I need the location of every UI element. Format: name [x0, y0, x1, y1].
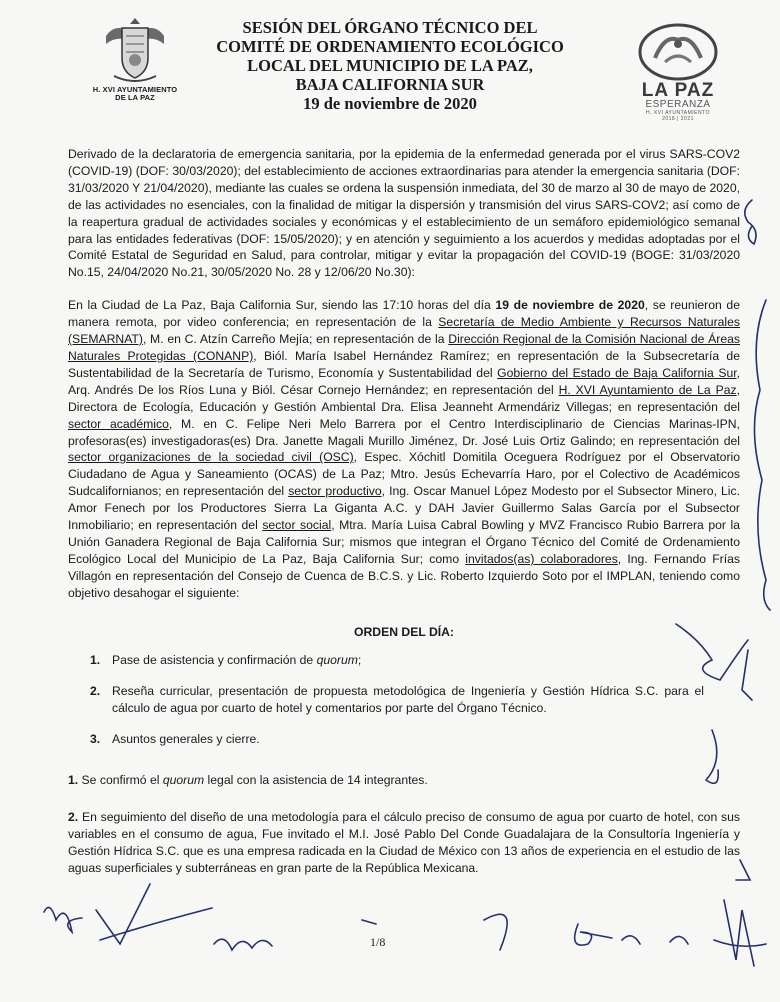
text-run: En seguimiento del diseño de una metodología para el cálculo preciso de consumo de agua por cuarto de hotel, con sus variables en el consumo de agua, Fue invitado el M.I. José Pablo Del Conde Guadalajara de la Consultoría Ingeniería y Gestión Hídrica S.C. que es una empresa radicada en la Ciudad de México con 13 años de experiencia en el estudio de las aguas superficiales y subterráneas en gran parte de la República Mexicana. [68, 810, 740, 875]
signature-bottom-1 [44, 908, 82, 933]
agenda-item-italic: quorum [316, 653, 358, 668]
signature-bottom-4 [362, 920, 376, 924]
text-run: , Arq. Andrés De los Ríos Luna y Biól. César Cornejo Hernández; en representación del [68, 365, 740, 397]
agenda-item-number: 1. [90, 653, 101, 668]
signature-bottom-2 [96, 884, 212, 944]
document-body [68, 146, 740, 877]
document-title [200, 18, 580, 113]
org-sector-social: sector social [262, 518, 332, 533]
logo-subtitle: ESPERANZA [645, 99, 711, 110]
agenda-item-number: 3. [90, 732, 101, 747]
agenda-list [68, 652, 740, 748]
agenda-item [68, 652, 740, 669]
text-run: , Ing. Fernando Frías Villagón en representación del Consejo de Cuenca de B.C.S. y Lic. Roberto Izquierdo Soto por el IMPLAN, teniendo como objetivo desahogar el siguiente: [68, 551, 740, 600]
agenda-item-text: Pase de asistencia y confirmación de [112, 653, 317, 668]
signature-bottom-8 [714, 900, 766, 966]
logo-ayuntamiento: H. XVI AYUNTAMIENTO [646, 110, 710, 116]
agenda-item [68, 731, 740, 748]
text-run: , M. en C. Felipe Neri Melo Barrera por el Centro Interdisciplinario de Ciencias Marinas-IPN, profesoras(es) investigadoras(es) Dra. Janette Magali Murillo Jiménez, Dr. José Luis Ortiz Galindo; en representación del [68, 416, 740, 448]
text-run: , Espec. Xóchitl Domitila Oceguera Rodríguez por el Observatorio Ciudadano de Agua y Saneamiento (OCAS) de La Paz; Mtro. Jesús Echevarría Haro, por el Colectivo de Académicos Sudcalifornianos; en representación del [68, 450, 740, 499]
quorum-italic: quorum [162, 773, 205, 788]
la-paz-emblem-icon [635, 22, 721, 82]
signature-bottom-3 [214, 939, 272, 950]
signature-bottom-7 [622, 936, 688, 944]
agenda-heading: ORDEN DEL DÍA: [354, 624, 454, 639]
municipal-coat-of-arms-logo [92, 14, 178, 102]
signature-right-4 [742, 650, 752, 700]
agenda-item [68, 683, 740, 717]
logo-caption-line-2: DE LA PAZ [115, 93, 155, 102]
logo-years: 2018 | 2021 [662, 116, 694, 122]
title-line-3: LOCAL DEL MUNICIPIO DE LA PAZ, [247, 56, 533, 75]
resolution-number: 1. [68, 773, 79, 788]
text-run: , Ing. Oscar Manuel López Modesto por el Subsector Minero, Lic. Amor Fenech por los Productores Sierra La Giganta A.C. y DAH Javier Guillermo Salas García por el Subsector Inmobiliario; en representación del [68, 484, 740, 533]
text-run: , Biól. María Isabel Hernández Ramírez; en representación de la Subsecretaría de Sustentabilidad de la Secretaría de Turismo, Economía y Sustentabilidad del [68, 348, 740, 380]
title-line-1: SESIÓN DEL ÓRGANO TÉCNICO DEL [242, 18, 538, 37]
text-run: En la Ciudad de La Paz, Baja California Sur, siendo las 17:10 horas del día [68, 298, 496, 313]
org-semarnat: Secretaría de Medio Ambiente y Recursos Naturales (SEMARNAT) [68, 315, 741, 347]
signature-bottom-5 [484, 914, 507, 950]
resolution-1 [68, 772, 740, 789]
text-run: legal con la asistencia de 14 integrantes. [204, 773, 428, 788]
logo-caption-line-1: H. XVI AYUNTAMIENTO [92, 85, 178, 94]
signature-right-margin-1 [745, 200, 756, 244]
agenda-item-text: Asuntos generales y cierre. [112, 732, 260, 747]
signature-bottom-6 [575, 924, 612, 945]
org-invitados: invitados(as) colaboradores [465, 551, 618, 566]
intro-paragraph: Derivado de la declaratoria de emergencia sanitaria, por la epidemia de la enfermedad generada por el virus SARS-COV2 (COVID-19) (DOF: 30/03/2020); del establecimiento de acciones extraordinarias para atender la emergencia sanitaria (DOF: 31/03/2020 Y 21/04/2020), mediante las cuales se ordena la suspensión inmediata, del 30 de marzo al 30 de mayo de 2020, de las actividades no esenciales, con la finalidad de mitigar la dispersión y transmisión del virus SARS-COV2; así como de la reapertura gradual de actividades sociales y económicas y el establecimiento de un semáforo epidemiológico semanal para las entidades federativas (DOF: 15/05/2020); y en atención y seguimiento a los acuerdos y medidas adoptadas por el Comité Estatal de Seguridad en Salud, para controlar, mitigar y evitar la propagación del COVID-19 (BOGE: 31/03/2020 No.15, 24/04/2020 No.21, 30/05/2020 No. 28 y 12/06/20 No.30): [68, 147, 740, 280]
org-ayuntamiento: H. XVI Ayuntamiento de La Paz [558, 382, 737, 397]
agenda-item-number: 2. [90, 684, 101, 699]
title-date: 19 de noviembre de 2020 [303, 94, 477, 113]
meeting-date: 19 de noviembre de 2020 [495, 298, 645, 313]
text-run: Se confirmó el [78, 773, 163, 788]
signature-right-margin-2 [754, 300, 770, 610]
la-paz-logo [632, 22, 724, 122]
resolution-2 [68, 809, 740, 877]
page-number: 1/8 [370, 935, 386, 949]
text-run: , se reunieron de manera remota, por video conferencia; en representación de la [68, 298, 740, 330]
org-sector-academico: sector académico [68, 416, 169, 431]
title-line-2: COMITÉ DE ORDENAMIENTO ECOLÓGICO [216, 37, 564, 56]
org-conanp: Dirección Regional de la Comisión Nacional de Áreas Naturales Protegidas (CONANP) [68, 332, 740, 363]
text-run: , Mtra. María Luisa Cabral Bowling y MVZ Francisco Rubio Barrera por la Unión Ganadera Regional de Baja California Sur; mismos que integran el Órgano Técnico del Comité de Ordenamiento Ecológico Local del Municipio de La Paz, Baja California Sur; como [68, 518, 740, 566]
title-line-4: BAJA CALIFORNIA SUR [295, 75, 485, 94]
text-run: , M. en C. Atzín Carreño Mejía; en representación de la [142, 332, 449, 347]
eagle-shield-icon [100, 14, 170, 86]
agenda-item-text: ; [357, 653, 362, 668]
agenda-item-text: Reseña curricular, presentación de propuesta metodológica de Ingeniería y Gestión Hídrica S.C. para el cálculo de agua por cuarto de hotel y comentarios por parte del Órgano Técnico. [112, 684, 704, 716]
org-gobierno-bcs: Gobierno del Estado de Baja California Sur [497, 365, 737, 380]
org-sector-osc: sector organizaciones de la sociedad civil (OSC) [68, 450, 354, 465]
org-sector-productivo: sector productivo [288, 484, 382, 499]
resolution-number: 2. [68, 810, 79, 824]
attendees-paragraph [68, 297, 740, 601]
logo-wordmark: LA PAZ [641, 80, 715, 101]
text-run: , Directora de Ecología, Educación y Gestión Ambiental Dra. Elisa Jeanneht Armendáriz Villegas; en representación del [68, 382, 740, 414]
